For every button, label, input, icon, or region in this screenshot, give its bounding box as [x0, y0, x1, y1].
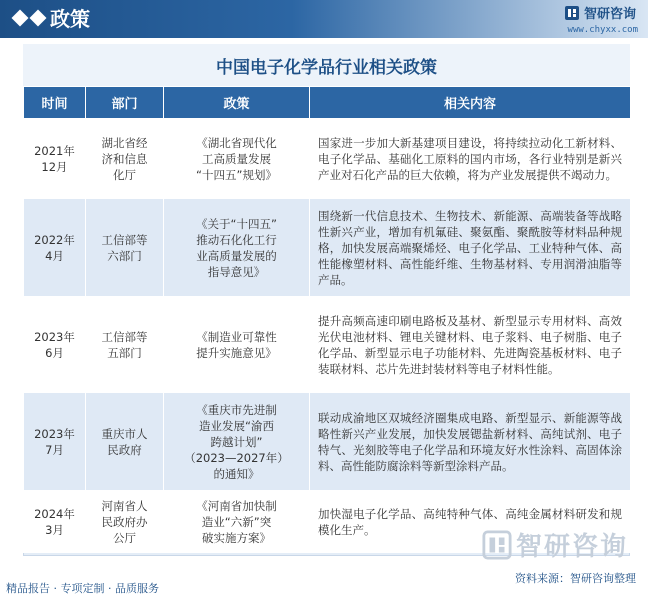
watermark	[482, 526, 628, 563]
cell-policy: 《河南省加快制 造业“六新”突 破实施方案》	[164, 491, 310, 553]
cell-dept: 湖北省经 济和信息 化厅	[86, 119, 164, 199]
column-header: 时间	[24, 87, 86, 119]
cell-time: 2023年 6月	[24, 297, 86, 393]
watermark-logo-icon	[482, 530, 512, 560]
cell-content: 围绕新一代信息技术、生物技术、新能源、高端装备等战略性新兴产业，增加有机氟硅、聚氨酯、聚酰胺等材料品种规格，加快发展高端聚烯烃、电子化学品、工业特种气体、高性能橡塑材料、高性能纤维、生物基材料、专用润滑油脂等产品。	[310, 199, 631, 297]
cell-dept: 工信部等 六部门	[86, 199, 164, 297]
cell-content: 联动成渝地区双城经济圈集成电路、新型显示、新能源等战略性新兴产业发展，加快发展锶盐新材料、高纯试剂、电子特气、光刻胶等电子化学品和环境友好水性涂料、高固体涂料、高性能防腐涂料等新型涂料产品。	[310, 393, 631, 491]
cell-policy: 《湖北省现代化 工高质量发展 “十四五”规划》	[164, 119, 310, 199]
table-title: 中国电子化学品行业相关政策	[23, 44, 630, 86]
table-row	[24, 393, 631, 491]
diamond-icon	[12, 9, 29, 26]
cell-dept: 重庆市人 民政府	[86, 393, 164, 491]
column-header: 政策	[164, 87, 310, 119]
brand-logo-icon	[564, 5, 580, 21]
table-row	[24, 199, 631, 297]
table-row	[24, 297, 631, 393]
cell-policy: 《关于“十四五” 推动石化化工行 业高质量发展的 指导意见》	[164, 199, 310, 297]
table-row	[24, 119, 631, 199]
cell-time: 2023年 7月	[24, 393, 86, 491]
cell-policy: 《重庆市先进制 造业发展“渝西 跨越计划” （2023—2027年） 的通知》	[164, 393, 310, 491]
column-header: 相关内容	[310, 87, 631, 119]
brand-name: 智研咨询	[583, 7, 636, 22]
cell-dept: 河南省人 民政府办 公厅	[86, 491, 164, 553]
site-url[interactable]: www.chyxx.com	[567, 25, 638, 35]
cell-content: 加快湿电子化学品、高纯特种气体、高纯金属材料研发和规模化生产。	[310, 491, 631, 553]
watermark-text: 智研咨询	[515, 532, 628, 562]
column-header: 部门	[86, 87, 164, 119]
cell-content: 国家进一步加大新基建项目建设，将持续拉动化工新材料、电子化学品、基础化工原料的国内市场，各行业特别是新兴产业对石化产品的巨大依赖，将为产业发展提供不竭动力。	[310, 119, 631, 199]
header-bar	[0, 0, 648, 38]
cell-policy: 《制造业可靠性 提升实施意见》	[164, 297, 310, 393]
footer-tagline: 精品报告 · 专项定制 · 品质服务	[6, 582, 159, 595]
diamond-icon	[30, 9, 47, 26]
cell-time: 2024年 3月	[24, 491, 86, 553]
cell-dept: 工信部等 五部门	[86, 297, 164, 393]
section-title	[8, 3, 90, 32]
brand	[564, 3, 636, 22]
cell-time: 2021年 12月	[24, 119, 86, 199]
policy-table	[23, 86, 631, 553]
cell-content: 提升高频高速印刷电路板及基材、新型显示专用材料、高效光伏电池材料、锂电关键材料、电子浆料、电子树脂、电子化学品、新型显示电子功能材料、先进陶瓷基板材料、电子装联材料、芯片先进封装材料等电子材料性能。	[310, 297, 631, 393]
footer-source: 资料来源：智研咨询整理	[515, 572, 636, 585]
section-title-text: 政策	[50, 7, 90, 31]
cell-time: 2022年 4月	[24, 199, 86, 297]
table-header-row	[24, 87, 631, 119]
